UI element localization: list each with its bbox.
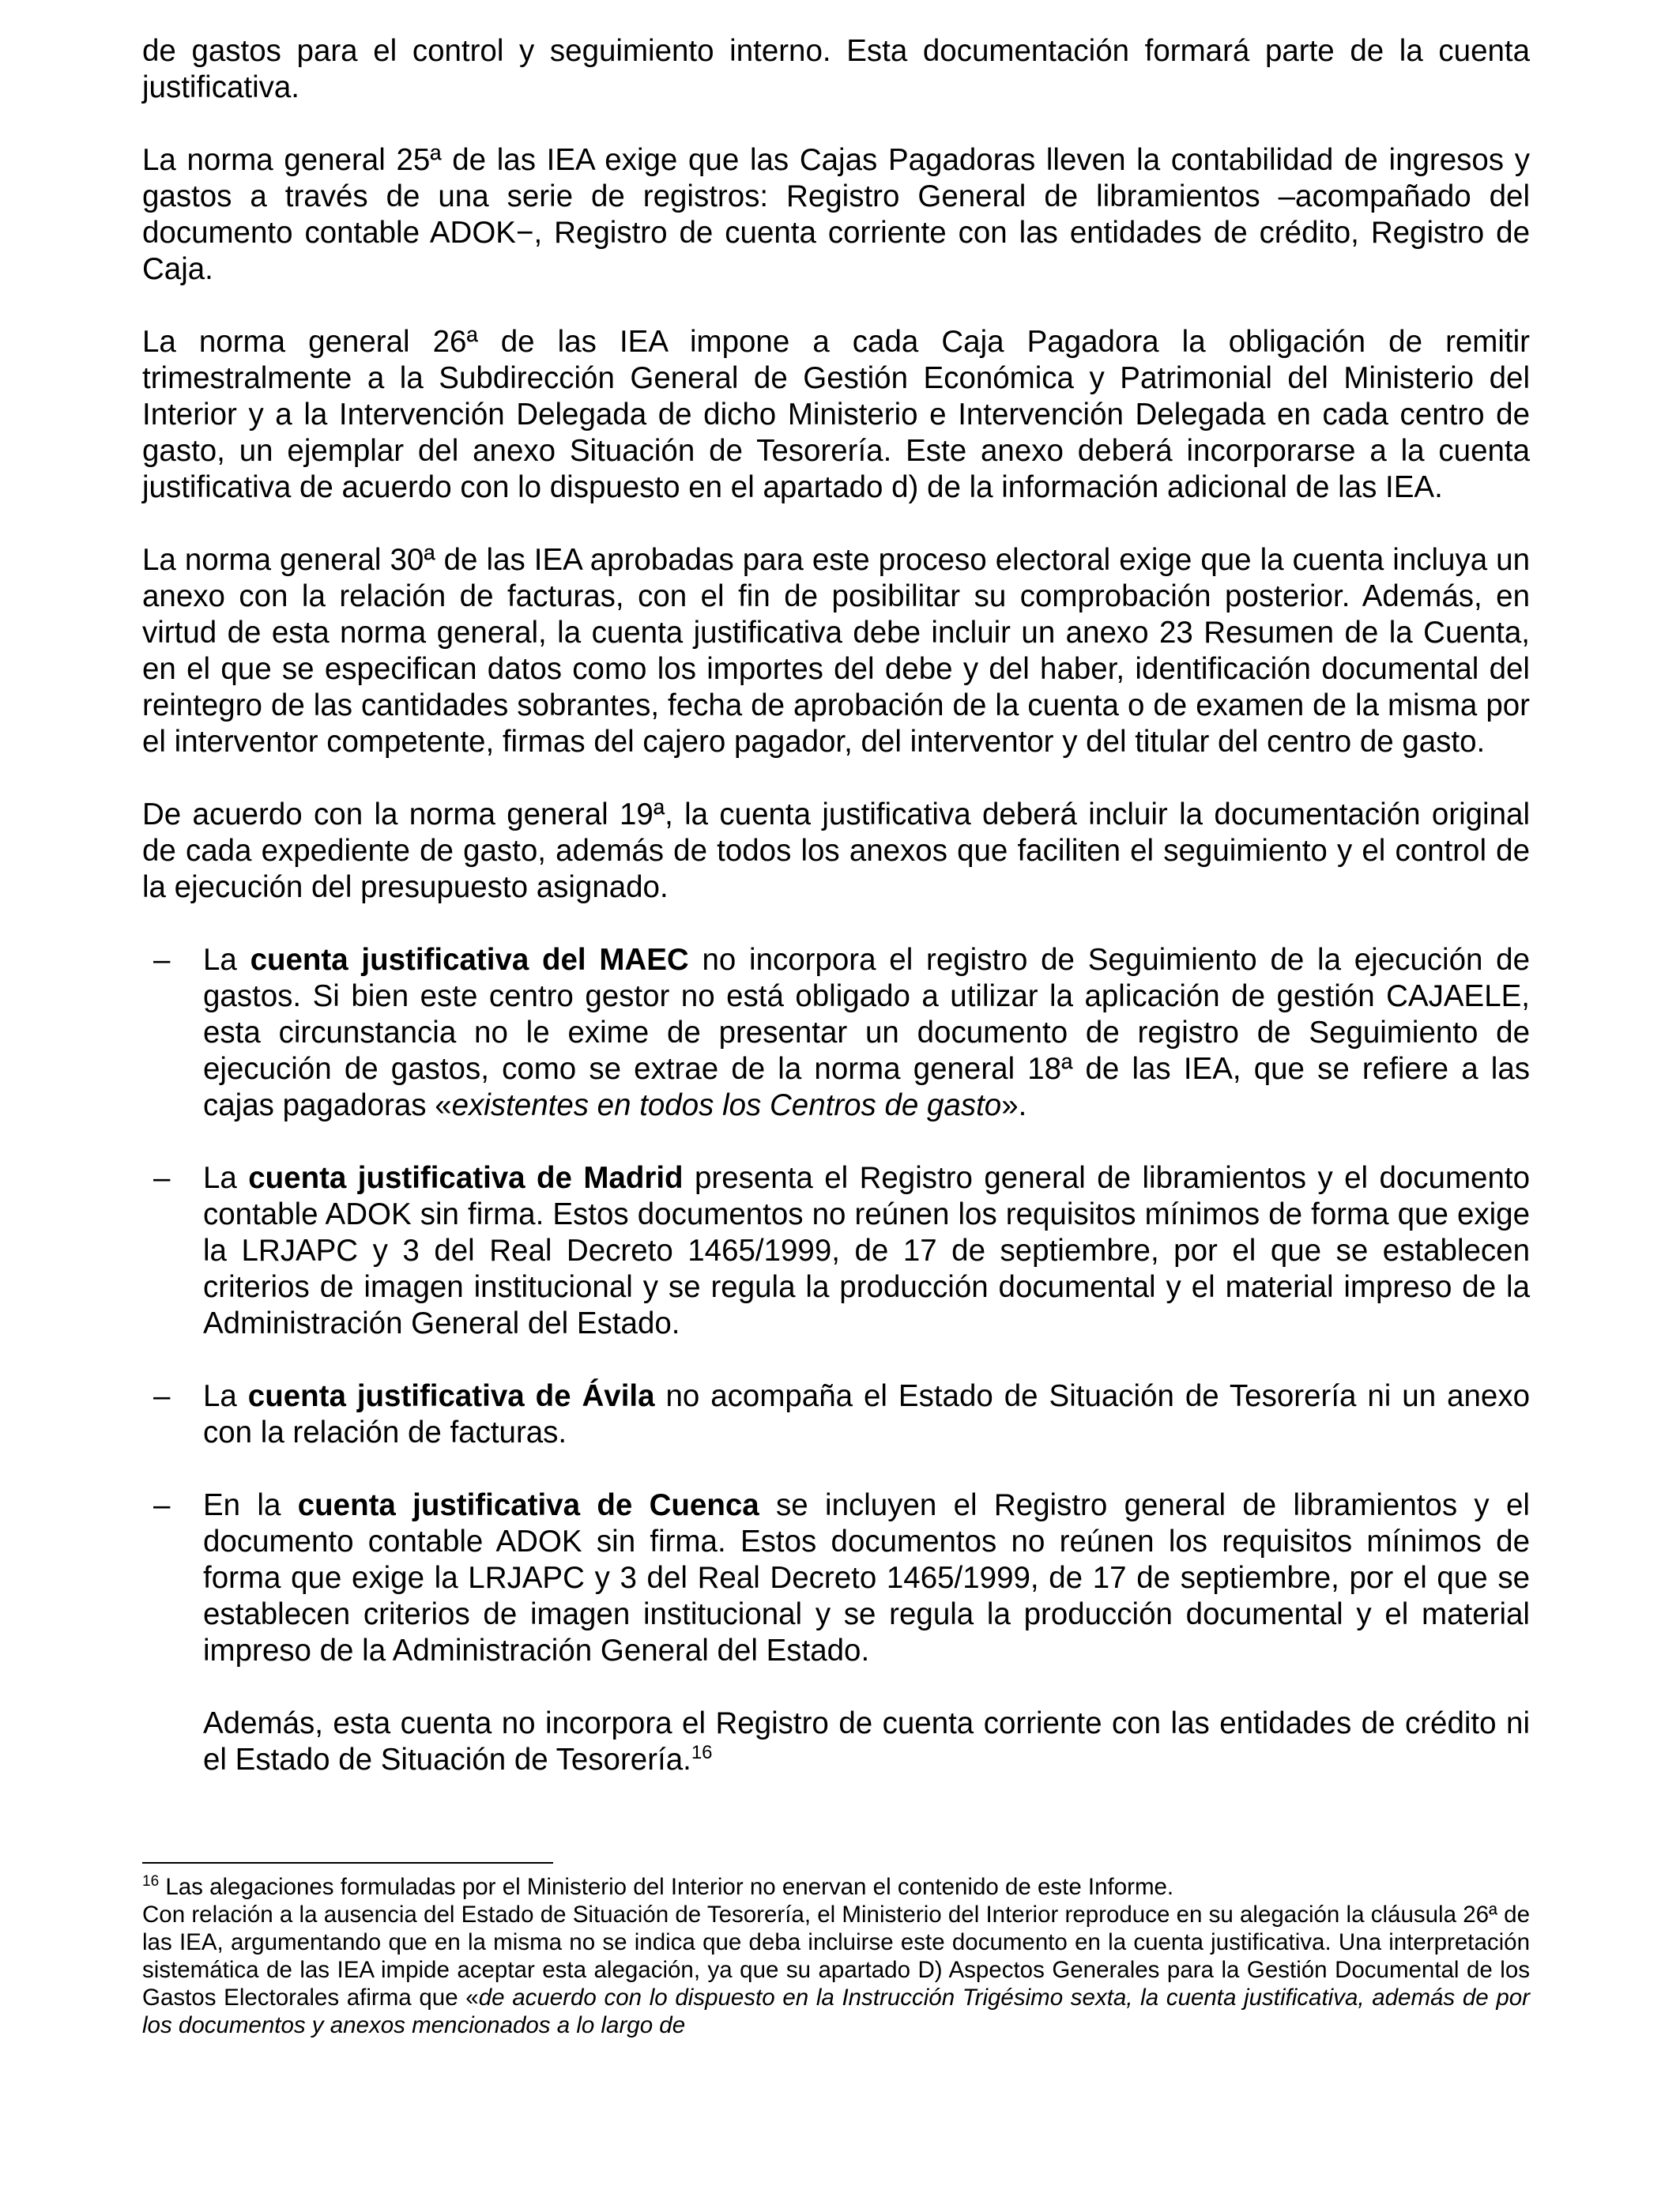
bullet-list — [142, 942, 1530, 1778]
paragraph: La norma general 30ª de las IEA aprobadas para este proceso electoral exige que la cuenta incluya un anexo con la relación de facturas, con el fin de posibilitar su comprobación posterior. Además, en virtud de esta norma general, la cuenta justificativa debe incluir un anexo 23 Resumen de la Cuenta, en el que se especifican datos como los importes del debe y del haber, identificación documental del reintegro de las cantidades sobrantes, fecha de aprobación de la cuenta o de examen de la misma por el interventor competente, firmas del cajero pagador, del interventor y del titular del centro de gasto. — [142, 543, 1530, 759]
dash-bullet-icon: – — [153, 943, 171, 977]
footnote-line: Con relación a la ausencia del Estado de Situación de Tesorería, el Ministerio del Interior reproduce en su alegación la cláusula 26ª de las IEA, argumentando que en la misma no se indica que deba incluirse este documento en la cuenta justificativa. Una interpretación sistemática de las IEA impide aceptar esta alegación, ya que su apartado D) Aspectos Generales para la Gestión Documental de los Gastos Electorales afirma que «de acuerdo con lo dispuesto en la Instrucción Trigésimo sexta, la cuenta justificativa, además de por los documentos y anexos mencionados a lo largo de — [142, 1902, 1530, 2038]
list-item-text: La cuenta justificativa de Ávila no acompaña el Estado de Situación de Tesorería ni un anexo con la relación de facturas. — [203, 1379, 1530, 1449]
footnote-reference[interactable]: 16 — [691, 1742, 713, 1764]
footnote-separator — [142, 1862, 553, 1864]
paragraph: de gastos para el control y seguimiento interno. Esta documentación formará parte de la cuenta justificativa. — [142, 34, 1530, 104]
footnote — [142, 1873, 1530, 2039]
bold-term: cuenta justificativa de Cuenca — [297, 1488, 759, 1522]
italic-quote: existentes en todos los Centros de gasto — [451, 1088, 1002, 1122]
paragraph: La norma general 26ª de las IEA impone a cada Caja Pagadora la obligación de remitir trimestralmente a la Subdirección General de Gestión Económica y Patrimonial del Ministerio del Interior y a la Intervención Delegada de dicho Ministerio e Intervención Delegada en cada centro de gasto, un ejemplar del anexo Situación de Tesorería. Este anexo deberá incorporarse a la cuenta justificativa de acuerdo con lo dispuesto en el apartado d) de la información adicional de las IEA. — [142, 325, 1530, 504]
footnote-italic-quote: de acuerdo con lo dispuesto en la Instrucción Trigésimo sexta, la cuenta justificativa, además de por los documentos y anexos mencionados a lo largo de — [142, 1985, 1530, 2038]
list-item — [142, 1378, 1530, 1451]
list-item — [142, 942, 1530, 1124]
list-item — [142, 1160, 1530, 1342]
list-item-text: En la cuenta justificativa de Cuenca se incluyen el Registro general de libramientos y el documento contable ADOK sin firma. Estos documentos no reúnen los requisitos mínimos de forma que exige la LRJAPC y 3 del Real Decreto 1465/1999, de 17 de septiembre, por el que se establecen criterios de imagen institucional y se regula la producción documental y el material impreso de la Administración General del Estado. — [203, 1488, 1530, 1668]
footnote-number: 16 — [142, 1873, 160, 1891]
bold-term: cuenta justificativa de Ávila — [247, 1379, 655, 1413]
paragraph: De acuerdo con la norma general 19ª, la cuenta justificativa deberá incluir la documentación original de cada expediente de gasto, además de todos los anexos que faciliten el seguimiento y el control de la ejecución del presupuesto asignado. — [142, 797, 1530, 904]
dash-bullet-icon: – — [153, 1161, 171, 1195]
body-text — [142, 33, 1530, 1815]
bold-term: cuenta justificativa de Madrid — [248, 1161, 684, 1195]
continuation-paragraph: Además, esta cuenta no incorpora el Registro de cuenta corriente con las entidades de crédito ni el Estado de Situación de Tesorería.$^{16}$ — [203, 1706, 1530, 1777]
list-item — [142, 1487, 1530, 1778]
footnote-line: $^{16}$ Las alegaciones formuladas por el Ministerio del Interior no enervan el contenido de este Informe. — [142, 1873, 1174, 1900]
list-item-text: La cuenta justificativa de Madrid presenta el Registro general de libramientos y el documento contable ADOK sin firma. Estos documentos no reúnen los requisitos mínimos de forma que exige la LRJAPC y 3 del Real Decreto 1465/1999, de 17 de septiembre, por el que se establecen criterios de imagen institucional y se regula la producción documental y el material impreso de la Administración General del Estado. — [203, 1161, 1530, 1340]
bold-term: cuenta justificativa del MAEC — [250, 943, 689, 977]
dash-bullet-icon: – — [153, 1379, 171, 1413]
paragraph: La norma general 25ª de las IEA exige que las Cajas Pagadoras lleven la contabilidad de ingresos y gastos a través de una serie de registros: Registro General de libramientos –acompañado del documento contable ADOK−, Registro de cuenta corriente con las entidades de crédito, Registro de Caja. — [142, 143, 1530, 286]
list-item-text: La cuenta justificativa del MAEC no incorpora el registro de Seguimiento de la ejecución de gastos. Si bien este centro gestor no está obligado a utilizar la aplicación de gestión CAJAELE, esta circunstancia no le exime de presentar un documento de registro de Seguimiento de ejecución de gastos, como se extrae de la norma general 18ª de las IEA, que se refiere a las cajas pagadoras «existentes en todos los Centros de gasto». — [203, 943, 1530, 1122]
dash-bullet-icon: – — [153, 1488, 171, 1522]
